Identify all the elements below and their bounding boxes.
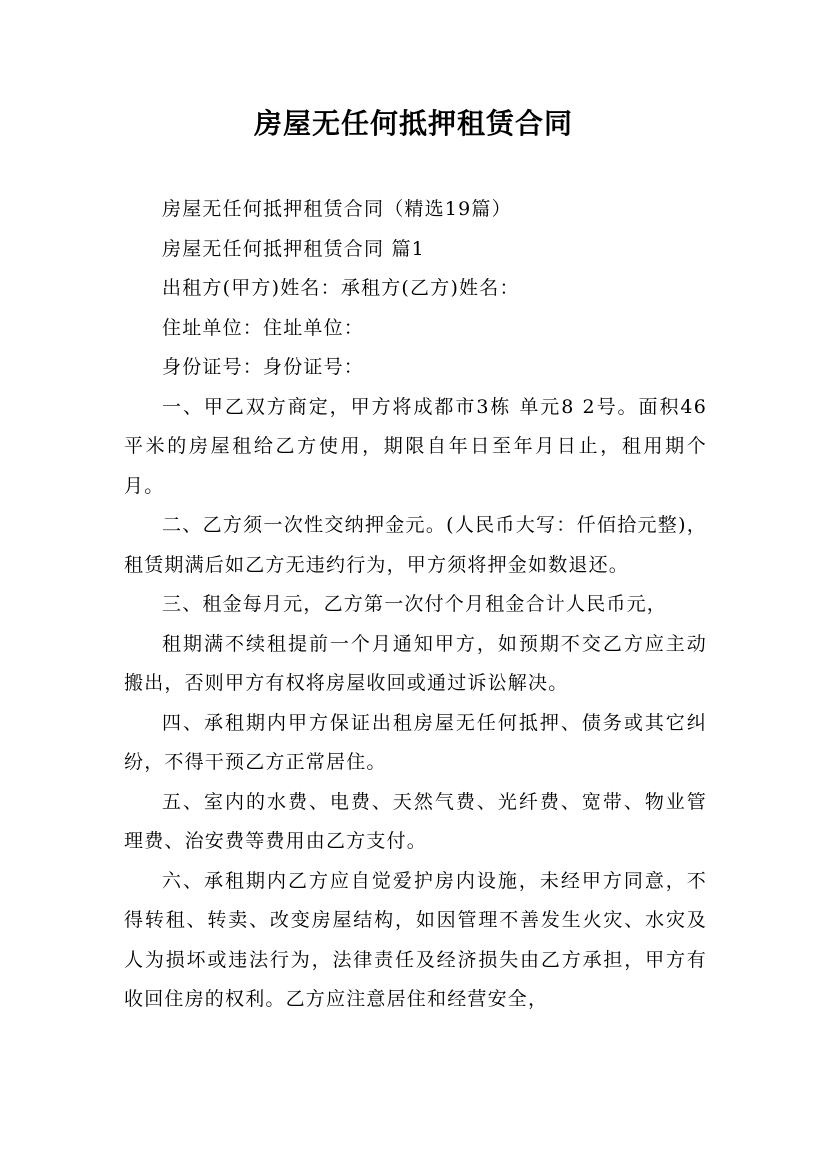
paragraph-clause-3: 三、租金每月元，乙方第一次付个月租金合计人民币元， xyxy=(162,593,668,615)
paragraph-section-heading: 房屋无任何抵押租赁合同 篇1 xyxy=(162,237,425,260)
paragraph-clause-6: 六、承租期内乙方应自觉爱护房内设施，未经甲方同意，不得转租、转卖、改变房屋结构，如因管理不善发生火灾、水灾及人为损坏或违法行为，法律责任及经济损失由乙方承担，甲方有收回住房的权利。乙方应注意居住和经营安全， xyxy=(124,869,707,1010)
paragraph-clause-5: 五、室内的水费、电费、天然气费、光纤费、宽带、物业管理费、治安费等费用由乙方支付。 xyxy=(124,790,707,852)
document-title: 房屋无任何抵押租赁合同 xyxy=(253,107,573,140)
paragraph-clause-3-continued: 租期满不续租提前一个月通知甲方，如预期不交乙方应主动搬出，否则甲方有权将房屋收回或通过诉讼解决。 xyxy=(124,632,707,694)
paragraph-party-names: 出租方(甲方)姓名：承租方(乙方)姓名： xyxy=(162,277,520,299)
paragraph-clause-1: 一、甲乙双方商定，甲方将成都市3栋 单元8 2号。面积46平米的房屋租给乙方使用，期限自年日至年月日止，租用期个月。 xyxy=(124,395,707,497)
paragraph-addresses: 住址单位：住址单位： xyxy=(162,316,365,339)
paragraph-clause-4: 四、承租期内甲方保证出租房屋无任何抵押、债务或其它纠纷，不得干预乙方正常居住。 xyxy=(124,711,707,773)
document-body xyxy=(124,190,707,1020)
paragraph-clause-2: 二、乙方须一次性交纳押金元。(人民币大写：仟佰拾元整)，租赁期满后如乙方无违约行为，甲方须将押金如数退还。 xyxy=(124,514,707,576)
paragraph-subtitle: 房屋无任何抵押租赁合同（精选19篇） xyxy=(162,198,512,220)
paragraph-id-numbers: 身份证号：身份证号： xyxy=(162,356,365,378)
